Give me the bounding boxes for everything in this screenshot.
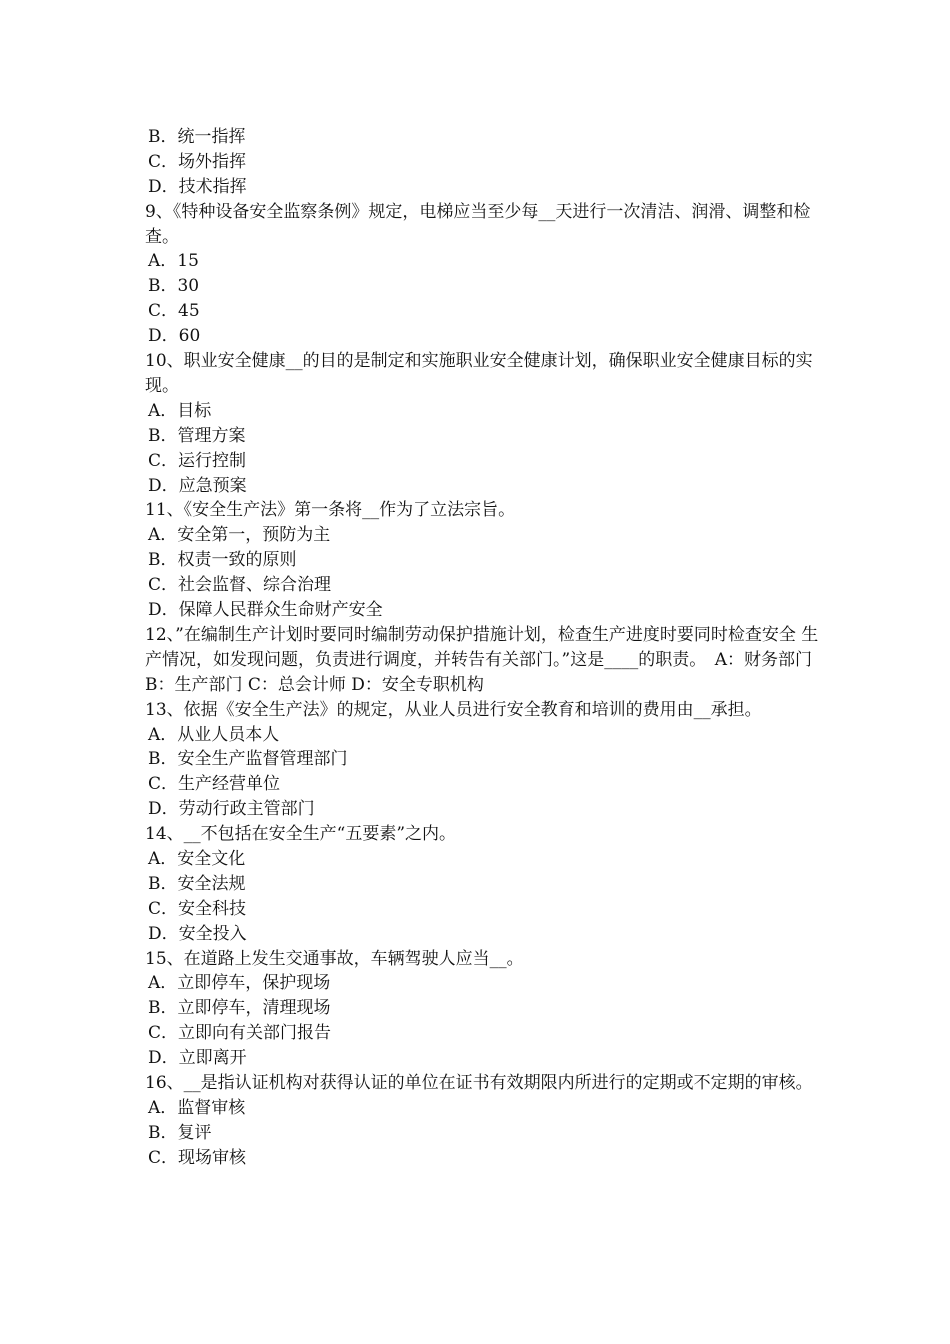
question-16: 16、__是指认证机构对获得认证的单位在证书有效期限内所进行的定期或不定期的审核。 <box>145 1073 813 1094</box>
question-12: 12、”在编制生产计划时要同时编制劳动保护措施计划，检查生产进度时要同时检查安全 生产情况，如发现问题，负责进行调度，并转告有关部门。”这是____的职责。 A：财务部门 B：生产部门 C：总会计师 D：安全专职机构 <box>145 624 819 695</box>
q16-option-b: B．复评 <box>148 1122 212 1143</box>
q15-option-a: A．立即停车，保护现场 <box>148 973 331 994</box>
q10-option-d: D．应急预案 <box>148 475 247 496</box>
q13-option-d: D．劳动行政主管部门 <box>148 799 315 820</box>
q9-option-d: D．60 <box>148 326 201 347</box>
q14-option-d: D．安全投入 <box>148 923 247 944</box>
question-15: 15、在道路上发生交通事故，车辆驾驶人应当__。 <box>145 948 524 969</box>
option-b-unified-command: B．统一指挥 <box>148 127 246 147</box>
q14-option-a: A．安全文化 <box>148 848 246 869</box>
q11-option-b: B．权责一致的原则 <box>148 550 297 571</box>
q15-option-d: D．立即离开 <box>148 1048 247 1069</box>
question-10: 10、职业安全健康__的目的是制定和实施职业安全健康计划，确保职业安全健康目标的实现。 <box>145 351 813 396</box>
question-11: 11、《安全生产法》第一条将__作为了立法宗旨。 <box>145 500 516 521</box>
q10-option-b: B．管理方案 <box>148 425 246 446</box>
q15-option-b: B．立即停车，清理现场 <box>148 998 331 1019</box>
q16-option-a: A．监督审核 <box>148 1097 246 1118</box>
q9-option-a: A．15 <box>148 251 199 272</box>
question-14: 14、__不包括在安全生产“五要素”之内。 <box>145 824 457 845</box>
q9-option-c: C．45 <box>148 301 200 322</box>
q15-option-c: C．立即向有关部门报告 <box>148 1023 332 1044</box>
q9-option-b: B．30 <box>148 276 200 297</box>
q10-option-c: C．运行控制 <box>148 450 247 471</box>
option-c-offsite-command: C．场外指挥 <box>148 151 247 172</box>
q13-option-c: C．生产经营单位 <box>148 774 281 795</box>
q16-option-c: C．现场审核 <box>148 1147 247 1168</box>
document-body <box>145 125 825 1171</box>
question-9: 9、《特种设备安全监察条例》规定，电梯应当至少每__天进行一次清洁、润滑、调整和检查。 <box>145 201 811 247</box>
q11-option-a: A．安全第一，预防为主 <box>148 525 331 546</box>
q13-option-a: A．从业人员本人 <box>148 724 280 745</box>
q11-option-c: C．社会监督、综合治理 <box>148 575 332 596</box>
question-13: 13、依据《安全生产法》的规定，从业人员进行安全教育和培训的费用由__承担。 <box>145 699 762 720</box>
q14-option-b: B．安全法规 <box>148 873 246 894</box>
option-d-technical-command: D．技术指挥 <box>148 176 247 197</box>
q10-option-a: A．目标 <box>148 400 212 421</box>
q14-option-c: C．安全科技 <box>148 898 247 919</box>
q11-option-d: D．保障人民群众生命财产安全 <box>148 600 383 620</box>
q13-option-b: B．安全生产监督管理部门 <box>148 749 348 770</box>
